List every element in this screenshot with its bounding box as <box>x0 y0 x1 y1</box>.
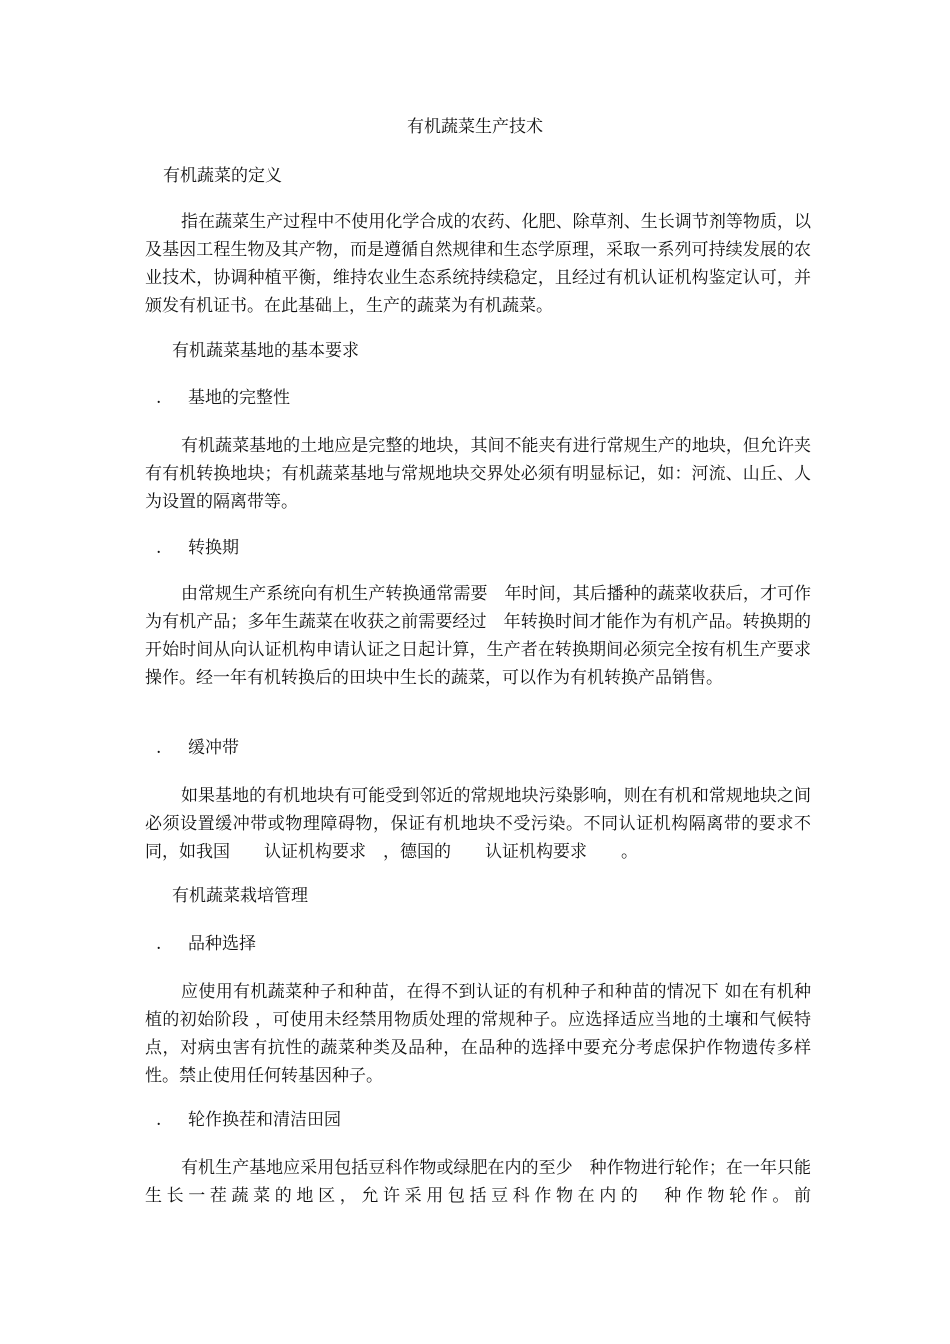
paragraph-definition: 指在蔬菜生产过程中不使用化学合成的农药、化肥、除草剂、生长调节剂等物质，以及基因工程生物及其产物，而是遵循自然规律和生态学原理，采取一系列可持续发展的农业技术，协调种植平衡，维持农业生态系统持续稳定，且经过有机认证机构鉴定认可，并颁发有机证书。在此基础上，生产的蔬菜为有机蔬菜。 <box>145 212 811 316</box>
list-marker: . <box>156 934 162 954</box>
paragraph-conversion-period: 由常规生产系统向有机生产转换通常需要 年时间，其后播种的蔬菜收获后，才可作为有机产品；多年生蔬菜在收获之前需要经过 年转换时间才能作为有机产品。转换期的开始时间从向认证机构申请认证之日起计算，生产者在转换期间必须完全按有机生产要求操作。经一年有机转换后的田块中生长的蔬菜，可以作为有机转换产品销售。 <box>145 584 811 688</box>
paragraph-integrity: 有机蔬菜基地的土地应是完整的地块，其间不能夹有进行常规生产的地块，但允许夹有有机转换地块；有机蔬菜基地与常规地块交界处必须有明显标记，如：河流、山丘、人为设置的隔离带等。 <box>145 436 811 512</box>
list-marker: . <box>156 1110 162 1130</box>
paragraph-variety-selection: 应使用有机蔬菜种子和种苗，在得不到认证的有机种子和种苗的情况下 如在有机种植的初始阶段 ，可使用未经禁用物质处理的常规种子。应选择适应当地的土壤和气候特点，对病虫害有抗性的蔬菜种类及品种，在品种的选择中要充分考虑保护作物遗传多样性。禁止使用任何转基因种子。 <box>145 982 811 1086</box>
document-title: 有机蔬菜生产技术 <box>407 117 543 137</box>
subheading-integrity: 基地的完整性 <box>188 388 290 408</box>
subheading-conversion-period: 转换期 <box>188 538 239 558</box>
subheading-buffer-zone: 缓冲带 <box>188 738 239 758</box>
paragraph-rotation: 有机生产基地应采用包括豆科作物或绿肥在内的至少 种作物进行轮作；在一年只能生长一茬蔬菜的地区，允许采用包括豆科作物在内的 种作物轮作。前 <box>145 1158 811 1206</box>
section-heading-definition: 有机蔬菜的定义 <box>163 166 282 186</box>
subheading-rotation: 轮作换茬和清洁田园 <box>188 1110 341 1130</box>
section-heading-base-requirements: 有机蔬菜基地的基本要求 <box>172 341 359 361</box>
section-heading-cultivation: 有机蔬菜栽培管理 <box>172 886 308 906</box>
paragraph-buffer-zone: 如果基地的有机地块有可能受到邻近的常规地块污染影响，则在有机和常规地块之间必须设置缓冲带或物理障碍物，保证有机地块不受污染。不同认证机构隔离带的要求不同，如我国 认证机构要求 ，德国的 认证机构要求 。 <box>145 786 811 862</box>
list-marker: . <box>156 738 162 758</box>
subheading-variety-selection: 品种选择 <box>188 934 256 954</box>
list-marker: . <box>156 388 162 408</box>
list-marker: . <box>156 538 162 558</box>
